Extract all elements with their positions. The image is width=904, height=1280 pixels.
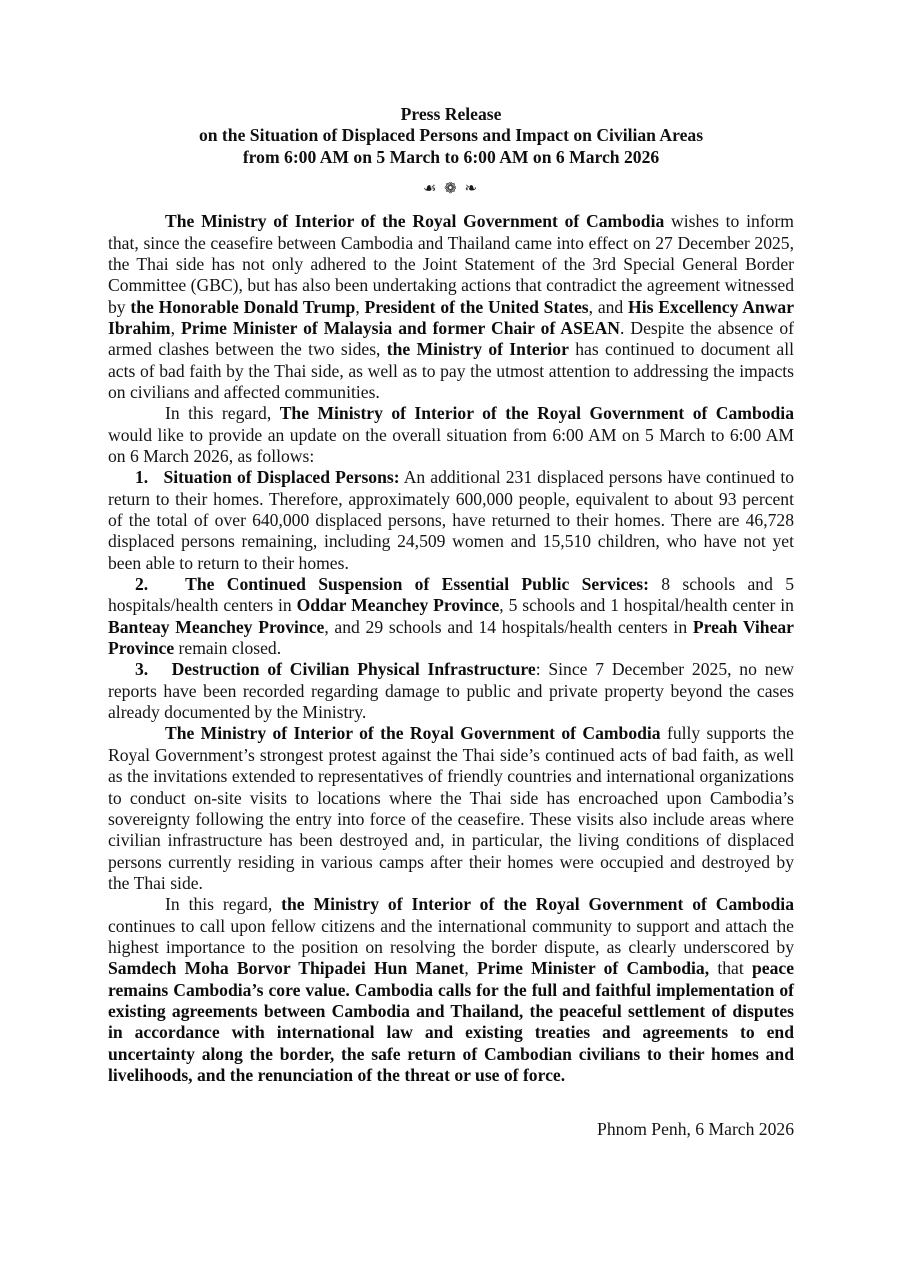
paragraph-intro: The Ministry of Interior of the Royal Government of Cambodia wishes to inform that, since the ceasefire between Cambodia and Thailand came into effect on 27 December 2025, the Thai side has not only adhered to the Joint Statement of the 3rd Special General Border Committee (GBC), but has also been undertaking actions that contradict the agreement witnessed by the Honorable Donald Trump, President of the United States, and His Excellency Anwar Ibrahim, Prime Minister of Malaysia and former Chair of ASEAN. Despite the absence of armed clashes between the two sides, the Ministry of Interior has continued to document all acts of bad faith by the Thai side, as well as to pay the utmost attention to addressing the impacts on civilians and affected communities. xyxy=(108,211,795,402)
list-item-1-displaced-persons: 1. Situation of Displaced Persons: An additional 231 displaced persons have continued to return to their homes. Therefore, approximately 600,000 people, equivalent to about 93 percent of the total of over 640,000 displaced persons, have returned to their homes. There are 46,728 displaced persons remaining, including 24,509 women and 15,510 children, who have not yet been able to return to their homes. xyxy=(108,467,795,573)
floral-ornament-divider: ☙ ❁ ❧ xyxy=(422,181,480,198)
list-item-2-public-services: 2. The Continued Suspension of Essential Public Services: 8 schools and 5 hospitals/health centers in Oddar Meanchey Province, 5 schools and 1 hospital/health center in Banteay Meanchey Province, and 29 schools and 14 hospitals/health centers in Preah Vihear Province remain closed. xyxy=(108,574,794,659)
paragraph-protest-support: The Ministry of Interior of the Royal Government of Cambodia fully supports the Royal Government’s strongest protest against the Thai side’s continued acts of bad faith, as well as the invitations extended to representatives of friendly countries and international organizations to conduct on-site visits to locations where the Thai side has encroached upon Cambodia’s sovereignty following the entry into force of the ceasefire. These visits also include areas where civilian infrastructure has been destroyed and, in particular, the living conditions of displaced persons currently residing in various camps after their homes were occupied and destroyed by the Thai side. xyxy=(108,723,794,893)
dateline: Phnom Penh, 6 March 2026 xyxy=(597,1119,794,1140)
document-body xyxy=(108,211,794,1086)
title-line-1: Press Release xyxy=(400,104,502,124)
paragraph-update-lead: In this regard, The Ministry of Interior of the Royal Government of Cambodia would like to provide an update on the overall situation from 6:00 AM on 5 March to 6:00 AM on 6 March 2026, as follows: xyxy=(108,403,794,466)
title-line-2: on the Situation of Displaced Persons and Impact on Civilian Areas xyxy=(198,125,704,146)
document-title xyxy=(108,104,794,168)
paragraph-call-to-action: In this regard, the Ministry of Interior of the Royal Government of Cambodia continues to call upon fellow citizens and the international community to support and attach the highest importance to the position on resolving the border dispute, as clearly underscored by Samdech Moha Borvor Thipadei Hun Manet, Prime Minister of Cambodia, that peace remains Cambodia’s core value. Cambodia calls for the full and faithful implementation of existing agreements between Cambodia and Thailand, the peaceful settlement of disputes in accordance with international law and existing treaties and agreements to end uncertainty along the border, the safe return of Cambodian civilians to their homes and livelihoods, and the renunciation of the threat or use of force. xyxy=(108,894,795,1085)
title-line-3: from 6:00 AM on 5 March to 6:00 AM on 6 March 2026 xyxy=(242,146,660,167)
list-item-3-infrastructure: 3. Destruction of Civilian Physical Infrastructure: Since 7 December 2025, no new reports have been recorded regarding damage to public and private property beyond the cases already documented by the Ministry. xyxy=(108,659,795,723)
